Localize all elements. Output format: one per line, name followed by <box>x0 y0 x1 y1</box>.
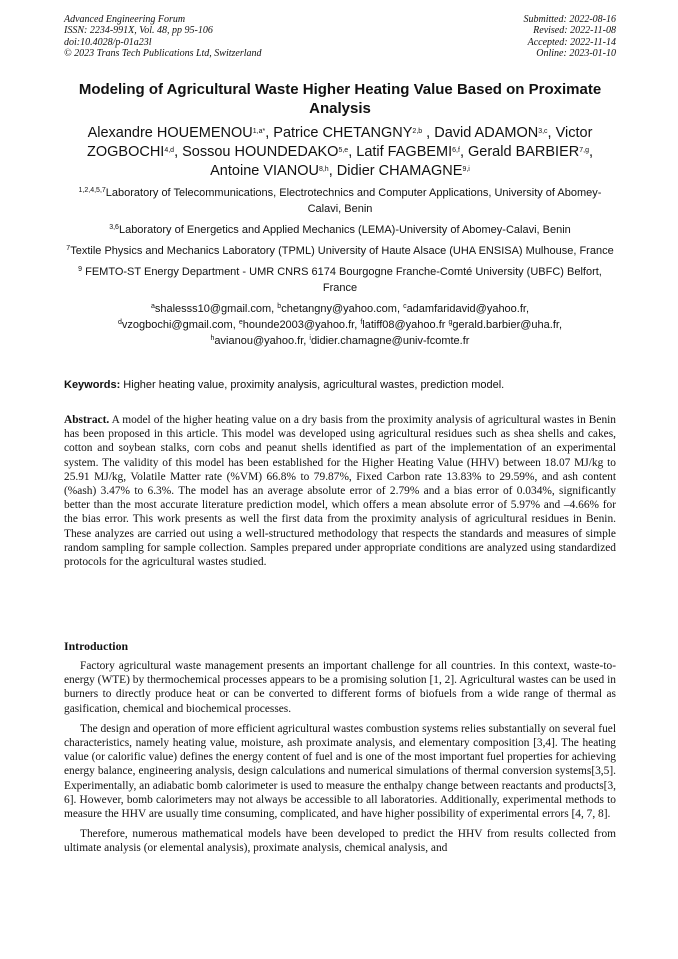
author <box>273 125 434 141</box>
paragraph: Therefore, numerous mathematical models have been developed to predict the HHV from results collected from ultimate analysis (or elemental analysis), proximate analysis, chemical analysis, and <box>64 828 616 855</box>
author <box>434 125 555 141</box>
abstract-text: A model of the higher heating value on a dry basis from the proximity analysis of agricultural wastes in Benin has been proposed in this article. This model was developed using agricultural residues such as shea shells and cakes, cotton and soybean stalks, corn cobs and peanut shells identified as part of the implementation of an experimental system. The validity of this model has been established for the Higher Heating Value (HHV) between 18.07 MJ/kg to 25.91 MJ/kg, Volatile Matter rate (%VM) 66.8% to 79.87%, Fixed Carbon rate 13.83% to 29.59%, and ash content (%ash) 3.47% to 6.3%. The model has an average absolute error of 2.79% and a bias error of 0.034%, significantly better than the most accurate literature prediction model, which offers a mean absolute error of 5.97% and –4.66% for the bias error. This work presents as well the first data from the proximity analysis of agricultural residues in Benin. These analyzes are carried out using a well-structured methodology that respects the standards and measures of simple random sampling for sample collection. Samples prepared under appropriate conditions are analyzed using standardized protocols for the agricultural wastes studied. <box>64 414 616 569</box>
email-marker: d <box>117 319 122 326</box>
accepted-date: Accepted: 2022-11-14 <box>527 36 616 48</box>
submitted-date: Submitted: 2022-08-16 <box>523 14 616 25</box>
author-separator: , <box>547 125 556 141</box>
section-heading-introduction: Introduction <box>64 639 129 653</box>
author <box>468 144 593 160</box>
author-name: Sossou HOUNDEDAKO <box>182 144 339 160</box>
author-separator: , <box>348 144 357 160</box>
author-separator: , <box>588 144 593 160</box>
author-name: Latif FAGBEMI <box>356 144 453 160</box>
email-address: vzogbochi@gmail.com, <box>121 319 239 331</box>
email <box>448 319 562 331</box>
author-affiliation-marker: 7,g <box>579 147 589 154</box>
email <box>118 319 239 331</box>
email-marker: f <box>360 319 363 326</box>
author <box>88 125 274 141</box>
keywords <box>64 378 616 392</box>
affiliation: $^{1,2,4,5,7}$Laboratory of Telecommunications, Electrotechnics and Computer Applications, University of Abomey-Calavi, Benin <box>78 187 602 215</box>
paragraph: Factory agricultural waste management presents an important challenge for all countries. In this context, waste-to-energy (WTE) by thermochemical processes appears to be a promising solution [1, 2]. Agricultural wastes can be used in burners to directly produce heat or can be converted to different forms of biofuels from a wide range of thermal as gasification, chemical and biochemical processes. <box>64 660 616 715</box>
online-date: Online: 2023-01-10 <box>536 48 616 60</box>
affiliation: $^9$ FEMTO-ST Energy Department - UMR CNRS 6174 Bourgogne Franche-Comté University (UBFC) Belfort, France <box>78 266 602 294</box>
author-affiliation-marker: 6,f <box>452 147 460 154</box>
author <box>356 144 468 160</box>
email-address: hounde2003@yahoo.fr, <box>242 319 361 331</box>
abstract-label: Abstract. <box>64 414 110 426</box>
author <box>210 163 337 179</box>
author <box>182 144 356 160</box>
email-marker: c <box>403 303 407 310</box>
journal-name: Advanced Engineering Forum <box>64 14 186 25</box>
email-address: chetangny@yahoo.com, <box>281 303 404 315</box>
email <box>151 303 277 315</box>
email <box>309 335 469 347</box>
author-affiliation-marker: 1,a* <box>252 128 266 135</box>
author-list <box>64 124 616 181</box>
revised-date: Revised: 2022-11-08 <box>533 25 616 37</box>
author-separator: , <box>459 144 469 160</box>
email-marker: i <box>309 335 311 342</box>
affiliation: $^7$Textile Physics and Mechanics Laboratory (TPML) University of Haute Alsace (UHA ENSISA) Mulhouse, France <box>66 245 614 257</box>
affiliations <box>64 185 616 349</box>
email-address: shalesss10@gmail.com, <box>154 303 278 315</box>
doi: doi:10.4028/p-01a23l <box>64 36 152 48</box>
author-name: David ADAMON <box>434 125 539 141</box>
author-name: Victor ZOGBOCHI <box>86 125 593 160</box>
author-name: Patrice CHETANGNY <box>273 125 413 141</box>
submission-dates <box>524 14 617 60</box>
email-marker: g <box>448 319 453 326</box>
author-affiliation-marker: 2,b <box>412 128 423 135</box>
author-name: Antoine VIANOU <box>210 163 319 179</box>
email <box>403 303 529 315</box>
abstract <box>64 413 616 569</box>
email-list <box>64 301 616 349</box>
author-affiliation-marker: 5,e <box>338 147 349 154</box>
author-affiliation-marker: 9,i <box>462 166 470 173</box>
issn-volume: ISSN: 2234-991X, Vol. 48, pp 95-106 <box>64 25 213 37</box>
email-address: avianou@yahoo.fr, <box>214 335 310 347</box>
author-affiliation-marker: 3,c <box>538 128 548 135</box>
paper-title: Modeling of Agricultural Waste Higher Heating Value Based on Proximate Analysis <box>78 81 602 117</box>
keywords-label: Keywords: <box>64 379 121 391</box>
author-separator: , <box>174 144 183 160</box>
introduction-body <box>64 659 616 862</box>
email-address: adamfaridavid@yahoo.fr, <box>406 303 530 315</box>
author-affiliation-marker: 8,h <box>318 166 329 173</box>
email-marker: b <box>277 303 282 310</box>
copyright: © 2023 Trans Tech Publications Ltd, Switzerland <box>64 48 262 60</box>
author <box>337 163 470 179</box>
email <box>360 319 448 331</box>
email-address: gerald.barbier@uha.fr, <box>452 319 563 331</box>
author-name: Didier CHAMAGNE <box>336 163 463 179</box>
affiliation: $^{3,6}$Laboratory of Energetics and Applied Mechanics (LEMA)-University of Abomey-Calavi, Benin <box>109 224 571 236</box>
email-marker: h <box>210 335 215 342</box>
author-affiliation-marker: 4,d <box>164 147 175 154</box>
email-marker: a <box>150 303 155 310</box>
author-separator: , <box>328 163 337 179</box>
email-marker: e <box>238 319 243 326</box>
author-name: Alexandre HOUEMENOU <box>87 125 253 141</box>
author-name: Gerald BARBIER <box>468 144 580 160</box>
keywords-text: Higher heating value, proximity analysis, agricultural wastes, prediction model. <box>120 379 505 391</box>
paragraph: The design and operation of more efficient agricultural wastes combustion systems relies substantially on several fuel characteristics, namely heating value, moisture, ash proximate analysis, and elementary composition [3,4]. The heating value (or calorific value) defines the energy content of fuel and is one of the most important fuel properties for achieving energy balance, engineering analysis, design calculations and numerical simulations of thermal conversion systems[3,5]. Experimentally, an adiabatic bomb calorimeter is used to measure the enthalpy change between reactants and products[3, 6]. However, bomb calorimeters may not always be accessible to all laboratories. Additionally, experimental methods to measure the HHV are usually time consuming, complicated, and have higher possibility of experimental errors [4, 7, 8]. <box>64 722 616 821</box>
author-separator: , <box>265 125 274 141</box>
email <box>211 335 310 347</box>
email-address: didier.chamagne@univ-fcomte.fr <box>310 335 470 347</box>
email <box>239 319 361 331</box>
journal-info <box>64 14 262 60</box>
email <box>277 303 403 315</box>
email-address: latiff08@yahoo.fr <box>362 319 449 331</box>
author-separator: , <box>422 125 435 141</box>
